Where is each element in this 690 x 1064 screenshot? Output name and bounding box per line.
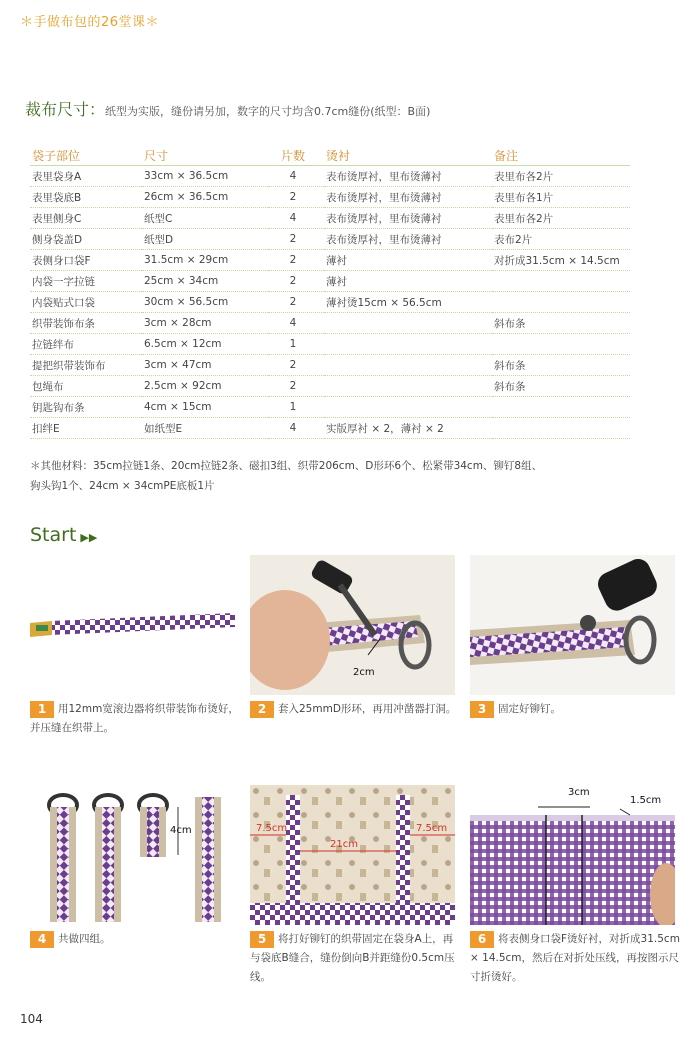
cell-interfacing: 薄衬: [324, 250, 492, 271]
cell-notes: 表里布各2片: [492, 208, 630, 229]
cell-notes: 表里布各1片: [492, 187, 630, 208]
step-number-badge: 5: [250, 931, 274, 948]
folded-pocket-icon: [470, 785, 675, 925]
materials-line-2: 狗头钩1个、24cm × 34cmPE底板1片: [30, 480, 215, 492]
start-title: [30, 524, 97, 546]
cell-interfacing: 表布烫厚衬，里布烫薄衬: [324, 208, 492, 229]
step-1-photo: [30, 555, 235, 695]
step-number-badge: 6: [470, 931, 494, 948]
cell-interfacing: 表布烫厚衬，里布烫薄衬: [324, 229, 492, 250]
cell-part: 提把织带装饰布: [30, 355, 142, 376]
cell-count: 4: [268, 208, 324, 229]
col-header-count: 片数: [268, 146, 324, 166]
cell-interfacing: [324, 397, 492, 418]
step-5-photo: [250, 785, 455, 925]
table-row: [30, 229, 630, 250]
step-4-caption: [30, 930, 240, 949]
cell-part: 钥匙钩布条: [30, 397, 142, 418]
table-row: [30, 376, 630, 397]
cell-count: 2: [268, 250, 324, 271]
table-row: [30, 334, 630, 355]
materials-line-1: ＊其他材料：35cm拉链1条、20cm拉链2条、磁扣3组、织带206cm、D形环6个、松紧带34cm、铆钉8组、: [30, 460, 543, 472]
cell-count: 4: [268, 418, 324, 439]
table-row: [30, 271, 630, 292]
cell-notes: [492, 271, 630, 292]
table-row: [30, 208, 630, 229]
step-number-badge: 2: [250, 701, 274, 718]
cutting-size-note: 纸型为实版，缝份请另加，数字的尺寸均含0.7cm缝份(纸型：B面): [105, 105, 431, 118]
step-6-center-label: 3cm: [568, 787, 590, 798]
step-2-caption: [250, 700, 460, 719]
step-6-photo: [470, 785, 675, 925]
cell-count: 2: [268, 271, 324, 292]
cell-size: 6.5cm × 12cm: [142, 334, 268, 355]
cell-notes: 表布2片: [492, 229, 630, 250]
table-row: [30, 313, 630, 334]
cell-size: 纸型D: [142, 229, 268, 250]
table-row: [30, 292, 630, 313]
col-header-notes: 备注: [492, 146, 630, 166]
step-number-badge: 3: [470, 701, 494, 718]
cell-size: 31.5cm × 29cm: [142, 250, 268, 271]
step-text: 共做四组。: [58, 933, 111, 945]
table-row: [30, 355, 630, 376]
cell-size: 2.5cm × 92cm: [142, 376, 268, 397]
cell-size: 30cm × 56.5cm: [142, 292, 268, 313]
cell-part: 表里袋身A: [30, 166, 142, 187]
cell-count: 2: [268, 229, 324, 250]
cell-notes: [492, 292, 630, 313]
step-1-caption: [30, 700, 240, 738]
step-3-caption: [470, 700, 680, 719]
step-text: 套入25mmD形环，再用冲凿器打洞。: [278, 703, 457, 715]
table-row: [30, 166, 630, 187]
step-text: 固定好铆钉。: [498, 703, 561, 715]
cell-notes: [492, 334, 630, 355]
cell-size: 如纸型E: [142, 418, 268, 439]
cell-interfacing: 表布烫厚衬，里布烫薄衬: [324, 187, 492, 208]
cell-notes: 斜布条: [492, 355, 630, 376]
cell-count: 2: [268, 292, 324, 313]
cell-part: 包绳布: [30, 376, 142, 397]
cell-notes: 对折成31.5cm × 14.5cm: [492, 250, 630, 271]
step-number-badge: 1: [30, 701, 54, 718]
cell-count: 2: [268, 376, 324, 397]
materials-note: [30, 456, 650, 496]
section-heading: [25, 97, 430, 120]
cell-part: 拉链绊布: [30, 334, 142, 355]
step-5-caption: [250, 930, 460, 987]
cell-interfacing: 薄衬烫15cm × 56.5cm: [324, 292, 492, 313]
table-row: [30, 397, 630, 418]
step-2-size-label: 2cm: [353, 667, 375, 678]
start-label: Start: [30, 524, 77, 546]
step-4-photo: [30, 785, 235, 925]
fabric-assembly-icon: [250, 785, 455, 925]
table-row: [30, 418, 630, 439]
step-2-photo: [250, 555, 455, 695]
strap-set-icon: [30, 785, 235, 925]
cell-part: 表侧身口袋F: [30, 250, 142, 271]
cell-interfacing: [324, 376, 492, 397]
table-header-row: [30, 146, 630, 166]
step-4-size-label: 4cm: [170, 825, 192, 836]
cell-interfacing: [324, 313, 492, 334]
cell-part: 表里侧身C: [30, 208, 142, 229]
cell-part: 侧身袋盖D: [30, 229, 142, 250]
table-row: [30, 250, 630, 271]
cell-size: 3cm × 47cm: [142, 355, 268, 376]
cell-size: 26cm × 36.5cm: [142, 187, 268, 208]
cutting-table: [30, 146, 630, 439]
cell-part: 织带装饰布条: [30, 313, 142, 334]
cell-notes: [492, 418, 630, 439]
series-title: ＊手做布包的26堂课＊: [20, 15, 160, 30]
col-header-size: 尺寸: [142, 146, 268, 166]
col-header-interfacing: 烫衬: [324, 146, 492, 166]
cell-size: 33cm × 36.5cm: [142, 166, 268, 187]
cell-count: 4: [268, 313, 324, 334]
cell-size: 4cm × 15cm: [142, 397, 268, 418]
cell-size: 25cm × 34cm: [142, 271, 268, 292]
rivet-setter-icon: [470, 555, 675, 695]
cell-count: 2: [268, 187, 324, 208]
cell-notes: [492, 397, 630, 418]
cell-size: 3cm × 28cm: [142, 313, 268, 334]
step-text: 用12mm宽滚边器将织带装饰布烫好，并压缝在织带上。: [30, 703, 239, 734]
cell-interfacing: [324, 355, 492, 376]
cell-interfacing: 实版厚衬 × 2，薄衬 × 2: [324, 418, 492, 439]
cell-interfacing: 表布烫厚衬，里布烫薄衬: [324, 166, 492, 187]
cell-part: 内袋一字拉链: [30, 271, 142, 292]
col-header-part: 袋子部位: [30, 146, 142, 166]
step-5-right-label: 7.5cm: [416, 823, 448, 834]
ribbon-strip-icon: [30, 555, 235, 695]
cell-count: 1: [268, 397, 324, 418]
step-text: 将打好铆钉的织带固定在袋身A上，再与袋底B缝合，缝份倒向B并距缝份0.5cm压线。: [250, 933, 455, 983]
cell-count: 4: [268, 166, 324, 187]
step-6-edge-label: 1.5cm: [630, 795, 662, 806]
step-number-badge: 4: [30, 931, 54, 948]
cell-interfacing: 薄衬: [324, 271, 492, 292]
cell-part: 内袋贴式口袋: [30, 292, 142, 313]
step-5-middle-label: 21cm: [330, 839, 358, 850]
cell-notes: 斜布条: [492, 313, 630, 334]
cell-notes: 表里布各2片: [492, 166, 630, 187]
cell-count: 2: [268, 355, 324, 376]
step-6-caption: [470, 930, 680, 987]
step-text: 将表侧身口袋F烫好衬，对折成31.5cm × 14.5cm，然后在对折处压线，再按图示尺寸折烫好。: [470, 933, 680, 983]
cell-part: 扣绊E: [30, 418, 142, 439]
step-3-photo: [470, 555, 675, 695]
table-row: [30, 187, 630, 208]
step-5-left-label: 7.5cm: [256, 823, 288, 834]
cell-part: 表里袋底B: [30, 187, 142, 208]
page-number: 104: [20, 1012, 43, 1026]
start-arrows-icon: ▶▶: [80, 531, 98, 544]
cell-interfacing: [324, 334, 492, 355]
cell-notes: 斜布条: [492, 376, 630, 397]
cell-count: 1: [268, 334, 324, 355]
cell-size: 纸型C: [142, 208, 268, 229]
cutting-size-heading: 裁布尺寸：: [25, 100, 106, 119]
